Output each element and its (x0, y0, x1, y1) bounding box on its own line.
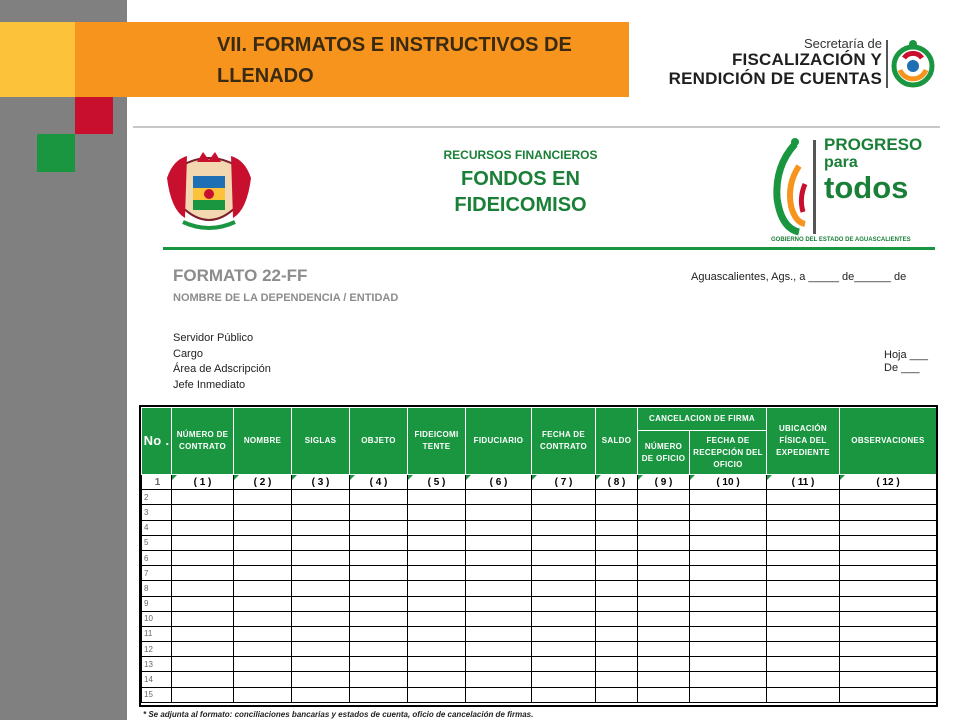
row-number: 1 (142, 475, 172, 490)
col-header-siglas: SIGLAS (292, 408, 350, 475)
col-header-cancelacion: CANCELACION DE FIRMA (638, 408, 767, 431)
code-cell (234, 475, 292, 490)
row-number: 4 (142, 520, 172, 535)
code-label: ( 11 ) (791, 476, 815, 488)
table-row (142, 520, 937, 535)
table-row (142, 581, 937, 596)
table-row (142, 687, 937, 702)
yellow-square (0, 22, 75, 97)
green-square (37, 134, 75, 172)
row-number: 7 (142, 566, 172, 581)
col-header-no: No . (142, 408, 172, 475)
progreso-word: PROGRESO (824, 135, 923, 154)
code-cell (840, 475, 937, 490)
dependencia-label: NOMBRE DE LA DEPENDENCIA / ENTIDAD (173, 292, 399, 304)
row-number: 9 (142, 596, 172, 611)
code-cell (532, 475, 596, 490)
code-cell (292, 475, 350, 490)
progreso-text (824, 136, 922, 204)
col-header-ubicacion: UBICACIÓN FÍSICA DEL EXPEDIENTE (767, 408, 840, 475)
code-label: ( 12 ) (876, 476, 900, 488)
table-row (142, 535, 937, 550)
code-cell (638, 475, 690, 490)
red-square (75, 97, 113, 134)
sfrc-logo (646, 36, 946, 92)
code-cell (596, 475, 638, 490)
todos-word: todos (824, 170, 909, 205)
code-label: ( 9 ) (654, 476, 673, 488)
label-area: Área de Adscripción (173, 363, 271, 375)
col-header-nombre: NOMBRE (234, 408, 292, 475)
progreso-logo (769, 134, 923, 246)
label-cargo: Cargo (173, 347, 203, 360)
col-header-fecha-contrato: FECHA DE CONTRATO (532, 408, 596, 475)
code-label: ( 2 ) (253, 476, 272, 488)
formato-code: FORMATO 22-FF (173, 266, 308, 285)
row-number: 5 (142, 535, 172, 550)
row-number: 6 (142, 550, 172, 565)
row-number: 12 (142, 642, 172, 657)
sfrc-logo-line3: RENDICIÓN DE CUENTAS (668, 69, 882, 88)
hoja-label: Hoja ___ (884, 349, 929, 361)
code-cell (466, 475, 532, 490)
row-number: 10 (142, 611, 172, 626)
table-row (142, 626, 937, 641)
table-row (142, 657, 937, 672)
code-label: ( 10 ) (716, 476, 740, 488)
fideicomiso-table (141, 407, 937, 703)
sfrc-logo-divider (886, 40, 888, 88)
table-row (142, 611, 937, 626)
sfrc-logo-line2: FISCALIZACIÓN Y (731, 50, 882, 69)
row-number: 11 (142, 626, 172, 641)
table-row (142, 490, 937, 505)
col-header-fiduciario: FIDUCIARIO (466, 408, 532, 475)
col-header-objeto: OBJETO (350, 408, 408, 475)
code-cell (690, 475, 767, 490)
header-recursos: RECURSOS FINANCIEROS (443, 148, 598, 162)
slide-title-band (75, 22, 629, 97)
label-jefe: Jefe Inmediato (173, 378, 246, 391)
code-label: ( 4 ) (369, 476, 388, 488)
slide-title: VII. FORMATOS E INSTRUCTIVOS DE LLENADO (217, 34, 572, 87)
col-header-saldo: SALDO (596, 408, 638, 475)
col-header-observaciones: OBSERVACIONES (840, 408, 937, 475)
code-label: ( 3 ) (311, 476, 330, 488)
gobierno-caption: GOBIERNO DEL ESTADO DE AGUASCALIENTES (771, 237, 911, 243)
code-cell (767, 475, 840, 490)
doc-top-rule (133, 126, 940, 128)
code-cell (408, 475, 466, 490)
progreso-emblem-icon (769, 136, 821, 236)
table-row (142, 550, 937, 565)
signatory-labels (173, 331, 271, 393)
code-cell (350, 475, 408, 490)
sfrc-logo-line1: Secretaría de (803, 36, 882, 51)
footnote: * Se adjunta al formato: conciliaciones bancarias y estados de cuenta, oficio de cancelación de firmas. (143, 710, 534, 719)
code-label: ( 6 ) (489, 476, 508, 488)
col-header-fideicomitente: FIDEICOMI TENTE (408, 408, 466, 475)
table-row (142, 505, 937, 520)
col-header-fecha-recepcion: FECHA DE RECEPCIÓN DEL OFICIO (690, 431, 767, 475)
row-number: 14 (142, 672, 172, 687)
label-servidor: Servidor Público (173, 332, 254, 344)
code-cell (172, 475, 234, 490)
col-header-numero-oficio: NÚMERO DE OFICIO (638, 431, 690, 475)
code-label: ( 7 ) (554, 476, 573, 488)
coat-of-arms-icon (163, 148, 255, 236)
code-label: ( 1 ) (193, 476, 212, 488)
row-number: 2 (142, 490, 172, 505)
de-label: De ___ (884, 362, 920, 374)
header-fondos: FONDOS EN FIDEICOMISO (454, 168, 587, 216)
row-number: 15 (142, 687, 172, 702)
row-number: 13 (142, 657, 172, 672)
table-row (142, 475, 937, 490)
para-word: para (824, 154, 858, 171)
lugar-fecha: Aguascalientes, Ags., a _____ de______ de (691, 271, 907, 283)
table-row (142, 642, 937, 657)
table-row (142, 672, 937, 687)
table-row (142, 596, 937, 611)
form-document (133, 126, 940, 720)
col-header-numero-contrato: NÚMERO DE CONTRATO (172, 408, 234, 475)
header-green-rule (163, 247, 935, 250)
code-label: ( 8 ) (607, 476, 626, 488)
row-number: 8 (142, 581, 172, 596)
code-label: ( 5 ) (427, 476, 446, 488)
table-row (142, 566, 937, 581)
sfrc-emblem-icon (890, 38, 936, 90)
page-counter (884, 349, 928, 375)
row-number: 3 (142, 505, 172, 520)
